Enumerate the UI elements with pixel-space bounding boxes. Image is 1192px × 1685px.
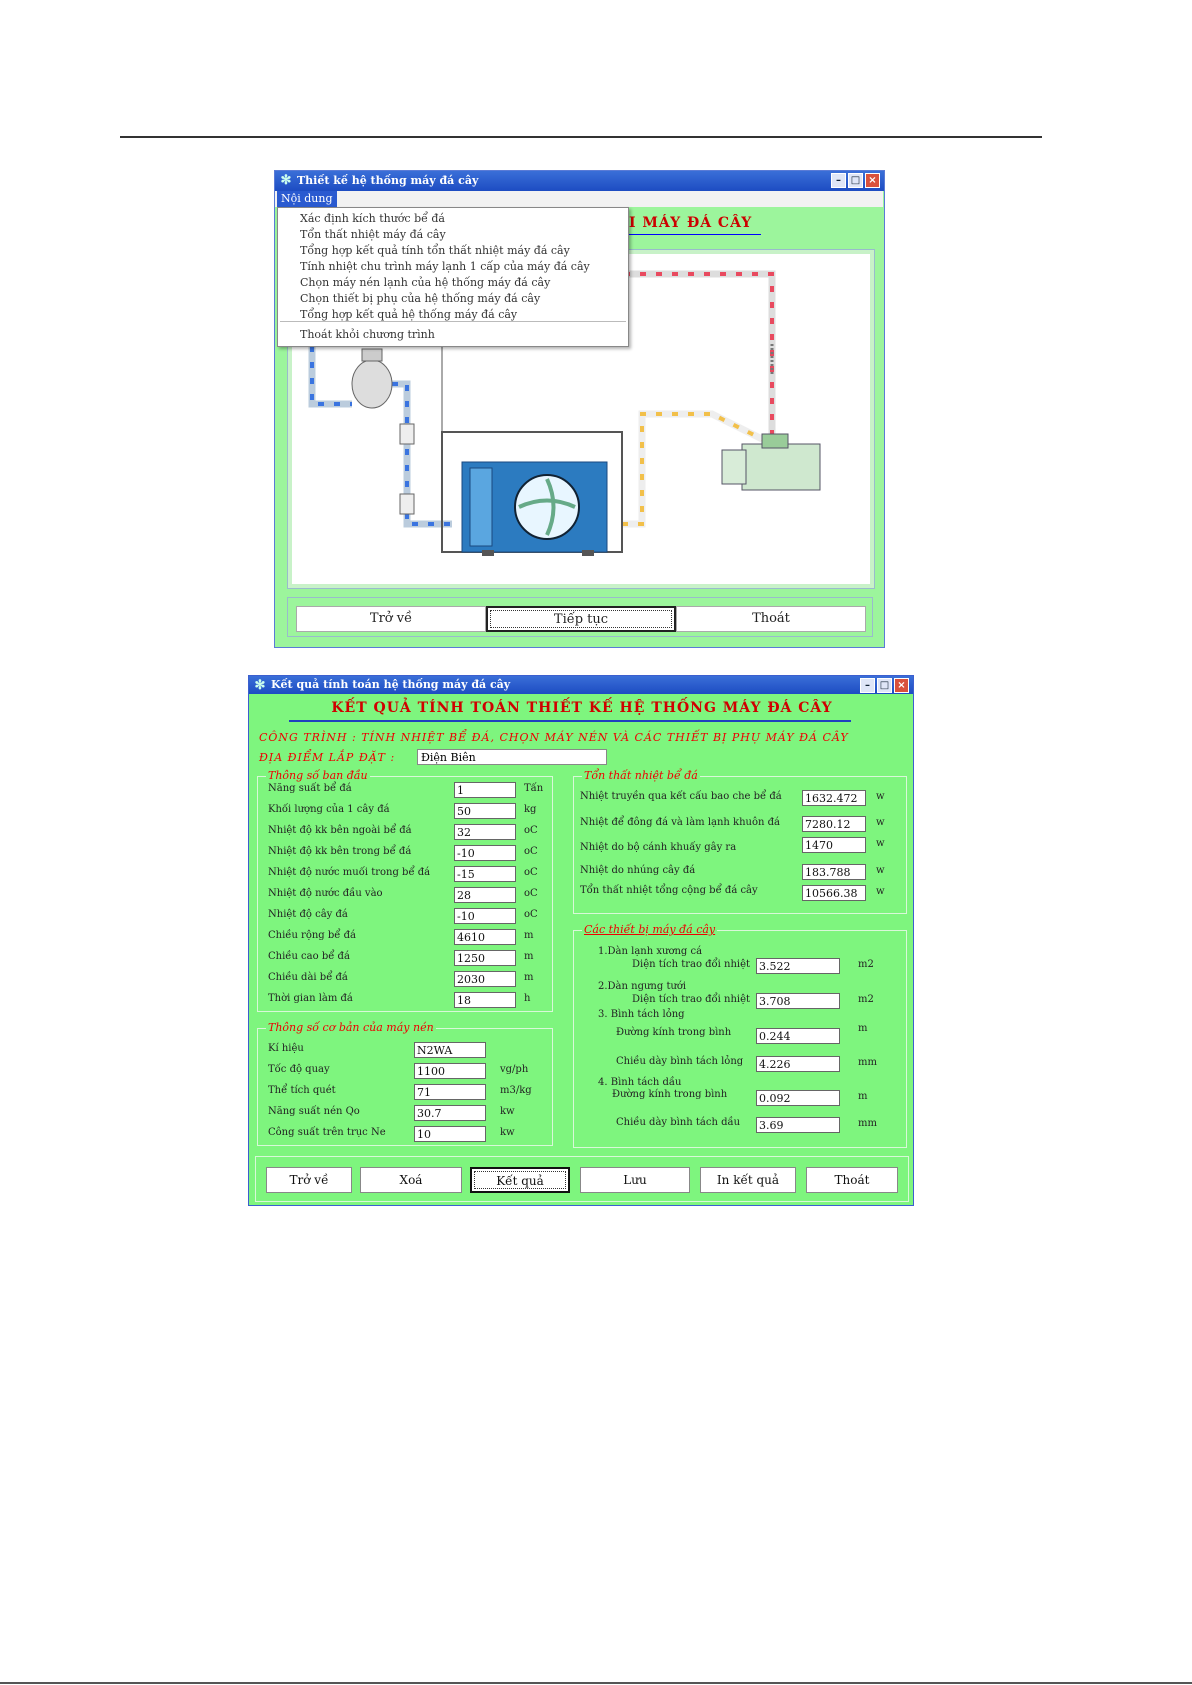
param-value[interactable]: 1 [454, 782, 516, 798]
param-value[interactable]: 1100 [414, 1063, 486, 1079]
heatloss-value[interactable]: 1632.472 [802, 790, 866, 806]
design-window [274, 170, 885, 648]
close-button[interactable]: × [894, 678, 909, 693]
menu-item[interactable]: Xác định kích thước bể đá [300, 212, 445, 225]
param-label: Khối lượng của 1 cây đá [268, 804, 390, 815]
location-label: ĐỊA ĐIỂM LẮP ĐẶT : [259, 751, 396, 764]
heatloss-value[interactable]: 7280.12 [802, 816, 866, 832]
param-label: Kí hiệu [268, 1043, 304, 1054]
param-unit: oC [524, 867, 538, 878]
heatloss-unit: w [876, 838, 885, 849]
param-value[interactable]: 18 [454, 992, 516, 1008]
heatloss-label: Nhiệt truyền qua kết cấu bao che bể đá [580, 791, 782, 802]
exit-button[interactable]: Thoát [676, 606, 866, 632]
menu-item[interactable]: Tính nhiệt chu trình máy lạnh 1 cấp của máy đá cây [300, 260, 590, 273]
button-bar [255, 1156, 909, 1202]
param-unit: kg [524, 804, 537, 815]
save-button[interactable]: Lưu [580, 1167, 690, 1193]
param-value[interactable]: 1250 [454, 950, 516, 966]
heatloss-unit: w [876, 886, 885, 897]
equipment-label: Diện tích trao đổi nhiệt [632, 959, 751, 970]
heading-underline [629, 234, 761, 235]
menu-item[interactable]: Tổng hợp kết quả tính tổn thất nhiệt máy đá cây [300, 244, 570, 257]
equipment-unit: mm [858, 1057, 877, 1068]
clear-button[interactable]: Xoá [360, 1167, 462, 1193]
button-bar [287, 597, 873, 637]
param-unit: m [524, 972, 534, 983]
heatloss-label: Nhiệt do bộ cánh khuấy gây ra [580, 842, 737, 853]
heatloss-value[interactable]: 183.788 [802, 864, 866, 880]
equipment-label: Đường kính trong bình [616, 1027, 732, 1038]
equipment-section: 2.Dàn ngưng tưới [598, 981, 687, 992]
param-unit: Tấn [524, 783, 544, 794]
exit-button[interactable]: Thoát [806, 1167, 898, 1193]
param-value[interactable]: 32 [454, 824, 516, 840]
param-unit: oC [524, 846, 538, 857]
close-button[interactable]: × [865, 173, 880, 188]
param-label: Nhiệt độ nước muối trong bể đá [268, 867, 431, 878]
window-title: Thiết kế hệ thống máy đá cây [297, 174, 479, 187]
param-label: Chiều rộng bể đá [268, 930, 356, 941]
param-label: Nhiệt độ kk bên ngoài bể đá [268, 825, 412, 836]
param-unit: h [524, 993, 531, 1004]
param-value[interactable]: -10 [454, 845, 516, 861]
param-label: Chiều cao bể đá [268, 951, 350, 962]
menu-dropdown [277, 207, 629, 347]
param-unit: kw [500, 1127, 515, 1138]
minimize-button[interactable]: – [831, 173, 846, 188]
equipment-group [573, 923, 907, 1148]
project-label: CÔNG TRÌNH : TÍNH NHIỆT BỂ ĐÁ, CHỌN MÁY NÉN VÀ CÁC THIẾT BỊ PHỤ MÁY ĐÁ CÂY [259, 731, 849, 744]
menu-separator [280, 321, 626, 322]
equipment-section: 4. Bình tách dầu [598, 1077, 682, 1088]
group-legend: Tổn thất nhiệt bể đá [584, 769, 698, 782]
equipment-section: 3. Bình tách lỏng [598, 1009, 685, 1020]
heading-underline [289, 720, 851, 722]
result-button[interactable]: Kết quả [470, 1167, 570, 1193]
group-legend: Thông số cơ bản của máy nén [268, 1021, 434, 1034]
equipment-unit: mm [858, 1118, 877, 1129]
title-bar[interactable] [275, 171, 884, 191]
group-legend: Các thiết bị máy đá cây [584, 923, 716, 936]
param-label: Năng suất nén Qo [268, 1106, 360, 1117]
equipment-unit: m [858, 1091, 868, 1102]
menu-item[interactable]: Chọn máy nén lạnh của hệ thống máy đá cây [300, 276, 551, 289]
compressor-params-group [257, 1021, 553, 1146]
equipment-label: Chiều dày bình tách dầu [616, 1117, 741, 1128]
equipment-value[interactable]: 0.092 [756, 1090, 840, 1106]
param-value[interactable]: 30.7 [414, 1105, 486, 1121]
heatloss-label: Tổn thất nhiệt tổng cộng bể đá cây [580, 885, 758, 896]
param-value[interactable]: 28 [454, 887, 516, 903]
maximize-button[interactable]: □ [877, 678, 892, 693]
param-value[interactable]: -15 [454, 866, 516, 882]
heatloss-value[interactable]: 1470 [802, 837, 866, 853]
location-field[interactable]: Điện Biên [417, 749, 607, 765]
menu-noi-dung[interactable]: Nội dung [277, 191, 337, 207]
heatloss-unit: w [876, 791, 885, 802]
page-rule-bottom [0, 1682, 1192, 1684]
back-button[interactable]: Trở về [266, 1167, 352, 1193]
group-legend: Thông số ban đầu [268, 769, 368, 782]
heatloss-value[interactable]: 10566.38 [802, 885, 866, 901]
equipment-unit: m2 [858, 994, 874, 1005]
param-unit: oC [524, 825, 538, 836]
heatloss-unit: w [876, 865, 885, 876]
param-value[interactable]: 10 [414, 1126, 486, 1142]
heatloss-group [573, 769, 907, 914]
equipment-value[interactable]: 4.226 [756, 1056, 840, 1072]
param-value[interactable]: 71 [414, 1084, 486, 1100]
equipment-unit: m2 [858, 959, 874, 970]
param-label: Nhiệt độ cây đá [268, 909, 348, 920]
equipment-unit: m [858, 1023, 868, 1034]
param-label: Tốc độ quay [268, 1064, 330, 1075]
param-value[interactable]: 50 [454, 803, 516, 819]
param-unit: m [524, 930, 534, 941]
param-label: Nhiệt độ kk bên trong bể đá [268, 846, 412, 857]
param-label: Năng suất bể đá [268, 783, 352, 794]
param-value[interactable]: 4610 [454, 929, 516, 945]
heatloss-label: Nhiệt do nhúng cây đá [580, 865, 696, 876]
param-label: Thể tích quét [268, 1085, 336, 1096]
equipment-label: Diện tích trao đổi nhiệt [632, 994, 751, 1005]
equipment-label: Chiều dày bình tách lỏng [616, 1056, 744, 1067]
snowflake-icon: ✻ [254, 678, 266, 693]
menu-item[interactable]: Tổn thất nhiệt máy đá cây [300, 228, 446, 241]
equipment-value[interactable]: 3.522 [756, 958, 840, 974]
equipment-value[interactable]: 0.244 [756, 1028, 840, 1044]
menu-item[interactable]: Tổng hợp kết quả hệ thống máy đá cây [300, 308, 518, 321]
param-unit: oC [524, 909, 538, 920]
equipment-value[interactable]: 3.69 [756, 1117, 840, 1133]
initial-params-group [257, 769, 553, 1012]
param-label: Chiều dài bể đá [268, 972, 348, 983]
results-heading: KẾT QUẢ TÍNH TOÁN THIẾT KẾ HỆ THỐNG MÁY ĐÁ CÂY [331, 700, 833, 716]
heatloss-unit: w [876, 817, 885, 828]
equipment-value[interactable]: 3.708 [756, 993, 840, 1009]
results-window [248, 675, 914, 1206]
param-value[interactable]: N2WA [414, 1042, 486, 1058]
snowflake-icon: ✻ [280, 173, 292, 188]
equipment-label: Đường kính trong bình [612, 1089, 728, 1100]
next-button[interactable]: Tiếp tục [486, 606, 676, 632]
param-unit: oC [524, 888, 538, 899]
param-unit: vg/ph [500, 1064, 529, 1075]
menu-item-exit[interactable]: Thoát khỏi chương trình [300, 328, 435, 341]
minimize-button[interactable]: – [860, 678, 875, 693]
back-button[interactable]: Trở về [296, 606, 486, 632]
title-bar[interactable] [249, 676, 913, 694]
maximize-button[interactable]: □ [848, 173, 863, 188]
heatloss-label: Nhiệt để đông đá và làm lạnh khuôn đá [580, 817, 780, 828]
print-button[interactable]: In kết quả [700, 1167, 796, 1193]
page-rule-top [120, 136, 1042, 138]
param-value[interactable]: 2030 [454, 971, 516, 987]
menu-bar [275, 191, 883, 207]
param-label: Nhiệt độ nước đầu vào [268, 888, 383, 899]
param-label: Thời gian làm đá [268, 993, 353, 1004]
param-unit: kw [500, 1106, 515, 1117]
param-label: Công suất trên trục Ne [268, 1127, 386, 1138]
param-value[interactable]: -10 [454, 908, 516, 924]
param-unit: m [524, 951, 534, 962]
param-unit: m3/kg [500, 1085, 532, 1096]
window-title: Kết quả tính toán hệ thống máy đá cây [271, 678, 511, 691]
window-heading: I MÁY ĐÁ CÂY [629, 215, 753, 231]
equipment-section: 1.Dàn lạnh xương cá [598, 946, 703, 957]
menu-item[interactable]: Chọn thiết bị phụ của hệ thống máy đá cây [300, 292, 541, 305]
